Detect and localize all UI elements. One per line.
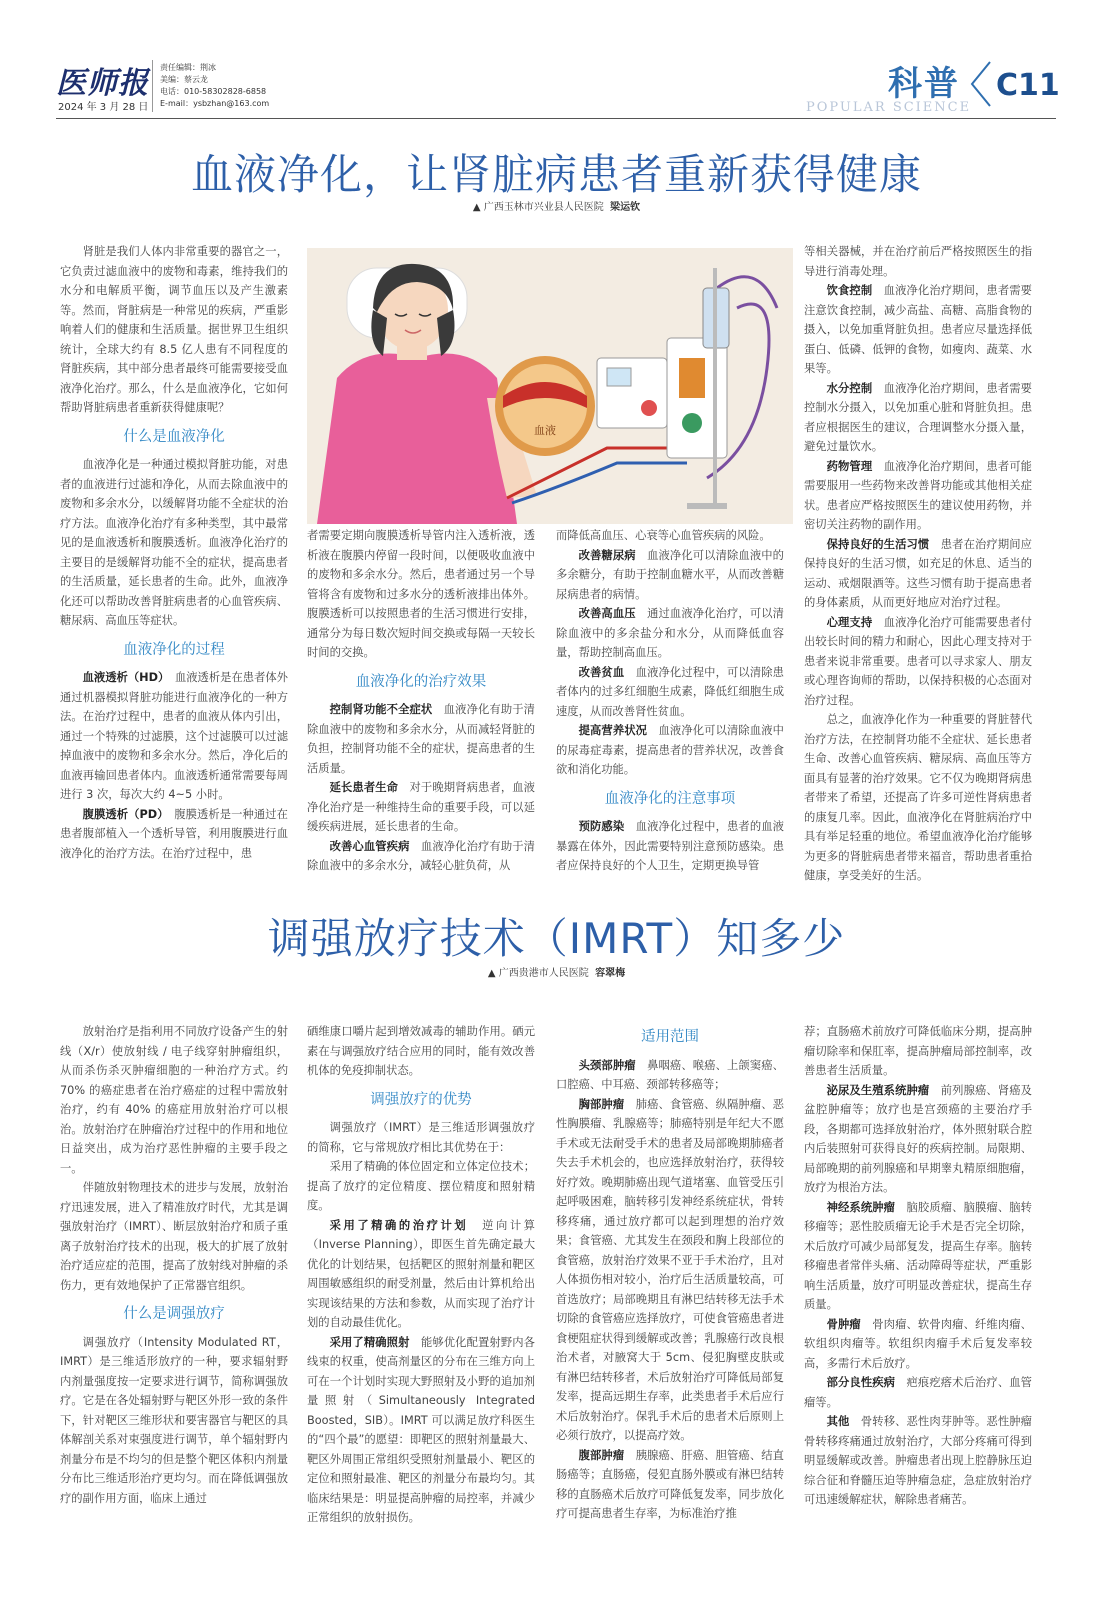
paragraph-text: 血液净化可以清除血液中的多余糖分，有助于控制血糖水平，从而改善糖尿病患者的病情。 [556,548,784,601]
paragraph-lead: 提高营养状况 [578,724,648,737]
paragraph-lead: 神经系统肿瘤 [826,1200,896,1214]
paragraph [307,837,535,876]
masthead-divider [152,60,153,112]
paragraph [804,1373,1032,1412]
masthead-rule [56,118,1056,119]
paragraph-text: 胰腺癌、肝癌、胆管癌、结直肠癌等；直肠癌，侵犯直肠外膜或有淋巴结转移的直肠癌术后放疗可降低复发率，同步放化疗可提高患者生存率，为标准治疗推 [556,1448,784,1520]
paragraph-lead: 预防感染 [578,820,625,833]
section-heading: 适用范围 [641,1029,699,1045]
paragraph: 调强放疗（IMRT）是三维适形调强放疗的简称，它与常规放疗相比其优势在于： [307,1121,535,1154]
byline-org: ▲ 广西贵港市人民医院 [487,968,589,979]
paragraph-lead: 骨肿瘤 [826,1317,861,1331]
paragraph [556,663,784,722]
paragraph-lead: 胸部肿瘤 [578,1097,625,1111]
paragraph [60,668,288,805]
article1-title: 血液净化，让肾脏病患者重新获得健康 [190,150,922,199]
paragraph [804,1081,1032,1198]
paragraph-text: 脑胶质瘤、脑膜瘤、脑转移瘤等；恶性胶质瘤无论手术是否完全切除，术后放疗可减少局部复发，提高生存率。脑转移瘤患者常伴头痛、活动障碍等症状，严重影响生活质量，放疗可明显改善症状，提高生存质量。 [804,1200,1032,1311]
article2-col1 [60,1022,288,1508]
paragraph-lead: 水分控制 [826,381,873,395]
section-heading: 血液净化的过程 [123,641,225,658]
paragraph-text: 能够优化配置射野内各线束的权重，使高剂量区的分布在三维方向上可在一个计划时实现大野照射及小野的追加剂量照射（Simultaneously Integrated Boosted，SIB）。IMRT 可以满足放疗科医生的“四个最”的愿望：即靶区的照射剂量最大、靶区外周围正常组织受照射剂量最小、靶区的定位和照射最准、靶区的剂量分布最均匀。其临床结果是：明显提高肿瘤的局控率，并减少正常组织的放射损伤。 [307,1335,535,1524]
section-heading: 血液净化的注意事项 [604,790,736,807]
editor-info [160,62,269,110]
paragraph-lead: 泌尿及生殖系统肿瘤 [826,1083,930,1097]
paragraph-lead: 采用了精确的治疗计划 [329,1218,469,1232]
sphere-label: 血液 [534,424,556,437]
paragraph-text: 血液净化过程中，患者的血液暴露在体外，因此需要特别注意预防感染。患者应保持良好的个人卫生，定期更换导管 [556,820,784,872]
section-subtitle: POPULAR SCIENCE [806,100,972,115]
paragraph [804,281,1032,379]
paragraph: 血液净化是一种通过模拟肾脏功能，对患者的血液进行过滤和净化，从而去除血液中的废物和多余水分，以缓解肾功能不全症状的治疗方法。血液净化治疗有多种类型，其中最常见的是血液透析和腹膜透析。血液净化治疗的主要目的是缓解肾功能不全的症状，提高患者的生活质量，延长患者的生命。此外，血液净化还可以帮助改善肾脏病患者的心血管疾病、糖尿病、高血压等症状。 [60,458,288,627]
article2-title: 调强放疗技术（IMRT）知多少 [267,914,846,963]
paragraph-text: 血液净化治疗期间，患者需要注意饮食控制，减少高盐、高糖、高脂食物的摄入，以免加重肾脏负担。患者应尽量选择低蛋白、低磷、低钾的食物，如瘦肉、蔬菜、水果等。 [804,284,1032,375]
paragraph-text: 血液透析是在患者体外通过机器模拟肾脏功能进行血液净化的一种方法。在治疗过程中，患者的血液从体内引出，通过一个特殊的过滤膜，这个过滤膜可以过滤掉血液中的废物和多余水分。然后，净化后的血液再输回患者体内。血液透析通常需要每周进行 3 次，每次大约 4~5 小时。 [60,671,288,801]
paragraph [556,546,784,605]
chevron-left-icon [966,58,996,110]
paragraph-lead: 采用了精确照射 [329,1335,410,1349]
paragraph-text: 肺癌、食管癌、纵隔肿瘤、恶性胸膜瘤、乳腺癌等；肺癌特别是年纪大不愿手术或无法耐受手术的患者及局部晚期肺癌者失去手术机会的，也应选择放射治疗，获得较好疗效。晚期肺癌出现气道堵塞、血管受压引起呼吸困难，脑转移引发神经系统症状，骨转移疼痛，通过放疗都可以起到理想的治疗效果；食管癌、尤其发生在颈段和胸上段部位的食管癌，放射治疗效果不亚于手术治疗，且对人体损伤相对较小，治疗后生活质量较高，可首选放疗；局部晚期且有淋巴结转移无法手术切除的食管癌应选择放疗，可使食管癌患者进食梗阻症状得到缓解或改善；乳腺癌行改良根治术者，对腋窝大于 5cm、侵犯胸壁皮肤或有淋巴结转移者，术后放射治疗可降低局部复发率，提高远期生存率，此类患者手术后应行术后放射治疗。保乳手术后的患者术后原则上必须行放疗，以提高疗效。 [556,1097,784,1442]
publication-date: 2024 年 3 月 28 日 [58,102,149,113]
editor-line: E-mail：ysbzhan@163.com [160,99,270,108]
paragraph-text: 血液净化治疗有助于清除血液中的多余水分，减轻心脏负荷，从 [307,839,535,872]
paragraph [307,1333,535,1528]
paragraph [556,1095,784,1446]
section-heading: 什么是血液净化 [123,428,225,445]
editor-line: 美编：蔡云龙 [160,75,208,84]
paragraph-text: 对于晚期肾病患者，血液净化治疗是一种维持生命的重要手段，可以延缓疾病进展，延长患者的生命。 [307,781,535,833]
paragraph [804,1198,1032,1315]
paragraph: 等相关器械，并在治疗前后严格按照医生的指导进行消毒处理。 [804,245,1032,278]
article1-col3 [556,526,784,876]
page-number: C11 [996,68,1060,103]
paragraph: 伴随放射物理技术的进步与发展，放射治疗迅速发展，进入了精准放疗时代，尤其是调强放射治疗（IMRT）、断层放射治疗和质子重离子放射治疗技术的出现，极大的扩展了放射治疗适应症的范围，提高了放射线对肿瘤的杀伤力，更有效地保护了正常器官组织。 [60,1181,288,1292]
dialysis-illustration [307,248,793,524]
paragraph [804,613,1032,711]
article2-col3 [556,1018,784,1524]
paragraph-lead: 控制肾功能不全症状 [329,703,433,716]
paragraph-lead: 延长患者生命 [329,781,399,794]
paragraph-text: 腹膜透析是一种通过在患者腹部植入一个透析导管，利用腹膜进行血液净化的治疗方法。在治疗过程中，患 [60,807,288,860]
paragraph-text: 血液净化过程中，可以清除患者体内的过多红细胞生成素，降低红细胞生成速度，从而改善肾性贫血。 [556,665,784,718]
paragraph: 肾脏是我们人体内非常重要的器官之一，它负责过滤血液中的废物和毒素，维持我们的水分和电解质平衡，调节血压以及产生激素等。然而，肾脏病是一种常见的疾病，严重影响着人们的健康和生活质量。据世界卫生组织统计，全球大约有 8.5 亿人患有不同程度的肾脏疾病，其中部分患者最终可能需要接受血液净化治疗。那么，什么是血液净化，它如何帮助肾脏病患者重新获得健康呢？ [60,245,288,414]
paragraph [556,604,784,663]
paragraph [804,1412,1032,1510]
paragraph [804,535,1032,613]
section-heading: 血液净化的治疗效果 [355,673,487,690]
paragraph: 调强放疗（Intensity Modulated RT，IMRT）是三维适形放疗的一种，要求辐射野内剂量强度按一定要求进行调节，简称调强放疗。它是在各处辐射野与靶区外形一致的条件下，针对靶区三维形状和要害器官与靶区的具体解剖关系对束强度进行调节，单个辐射野内剂量分布是不均匀的但是整个靶区体积内剂量分布比三维适形治疗更均匀。而在降低调强放疗的副作用方面，临床上通过 [60,1335,288,1505]
paragraph-text: 骨转移、恶性肉芽肿等。恶性肿瘤骨转移疼痛通过放射治疗，大部分疼痛可得到明显缓解或改善。肿瘤患者出现上腔静脉压迫综合征和脊髓压迫等肿瘤急症，急症放射治疗可迅速缓解症状，解除患者痛苦。 [804,1415,1032,1506]
paragraph-text: 疤痕疙瘩术后治疗、血管瘤等。 [804,1376,1032,1409]
paragraph-lead: 血液透析（HD） [82,671,164,684]
paragraph [556,817,784,876]
paragraph [556,721,784,780]
byline-org: ▲ 广西玉林市兴业县人民医院 [472,202,604,213]
paragraph [556,1056,784,1095]
paragraph [307,1216,535,1333]
section-title: 科普 [888,64,960,104]
byline-author: 梁运钦 [610,202,641,213]
paragraph: 硒维康口嚼片起到增效减毒的辅助作用。硒元素在与调强放疗结合应用的同时，能有效改善机体的免疫抑制状态。 [307,1025,535,1077]
article2-col2 [307,1022,535,1528]
paragraph-text: 通过血液净化治疗，可以清除血液中的多余盐分和水分，从而降低血容量，帮助控制高血压。 [556,607,784,659]
section-heading: 什么是调强放疗 [123,1306,225,1322]
article1-col4 [804,242,1032,886]
article2-col4 [804,1022,1032,1510]
paragraph-text: 血液净化治疗可能需要患者付出较长时间的精力和耐心，因此心理支持对于患者来说非常重要。患者可以寻求家人、朋友或心理咨询师的帮助，以保持积极的心态面对治疗过程。 [804,615,1032,707]
article1-col2 [307,526,535,876]
paragraph: 采用了精确的体位固定和立体定位技术；提高了放疗的定位精度、摆位精度和照射精度。 [307,1160,535,1212]
paragraph-text: 前列腺癌、肾癌及盆腔肿瘤等；放疗也是宫颈癌的主要治疗手段，各期都可选择放射治疗，体外照射联合腔内后装照射可获得良好的疾病控制。局限期、局部晚期的前列腺癌和早期睾丸精原细胞瘤，放疗为根治方法。 [804,1083,1032,1194]
editor-line: 责任编辑：荆冰 [160,63,216,72]
paragraph: 荐；直肠癌术前放疗可降低临床分期，提高肿瘤切除率和保肛率，提高肿瘤局部控制率，改善患者生活质量。 [804,1025,1032,1077]
paragraph-text: 血液净化治疗期间，患者可能需要服用一些药物来改善肾功能或其他相关症状。患者应严格按照医生的建议使用药物，并密切关注药物的副作用。 [804,459,1032,531]
paragraph [307,700,535,778]
paragraph [556,1446,784,1524]
article1-byline [0,198,1113,213]
paragraph-lead: 药物管理 [826,459,873,473]
paragraph: 总之，血液净化作为一种重要的肾脏替代治疗方法，在控制肾功能不全症状、延长患者生命、改善心血管疾病、糖尿病、高血压等方面具有显著的治疗效果。它不仅为晚期肾病患者带来了希望，还提高了许多可逆性肾病患者的康复几率。因此，血液净化在肾脏病治疗中具有举足轻重的地位。希望血液净化治疗能够为更多的肾脏病患者带来福音，帮助患者重拾健康，享受美好的生活。 [804,713,1032,882]
newspaper-logo: 医师报 [56,66,149,101]
paragraph-lead: 保持良好的生活习惯 [826,537,930,551]
paragraph-lead: 心理支持 [826,615,873,629]
paragraph-lead: 改善高血压 [578,607,636,620]
paragraph [307,778,535,837]
dialysis-scene-image [307,248,793,524]
paragraph-lead: 其他 [826,1415,850,1428]
paragraph-text: 骨肉瘤、软骨肉瘤、纤维肉瘤、软组织肉瘤等。软组织肉瘤手术后复发率较高，多需行术后放疗。 [804,1317,1032,1370]
paragraph-lead: 头颈部肿瘤 [578,1058,636,1072]
paragraph-lead: 改善心血管疾病 [329,839,410,853]
paragraph [804,1315,1032,1374]
article1-col1 [60,242,288,863]
paragraph: 者需要定期向腹膜透析导管内注入透析液，透析液在腹膜内停留一段时间，以便吸收血液中的废物和多余水分。然后，患者通过另一个导管将含有废物和过多水分的透析液排出体外。腹膜透析可以按照患者的生活习惯进行安排，通常分为每日数次短时间交换或每隔一天较长时间的交换。 [307,529,535,659]
section-heading: 调强放疗的优势 [370,1091,472,1108]
paragraph-lead: 腹膜透析（PD） [82,807,163,821]
paragraph-lead: 饮食控制 [826,284,873,297]
paragraph [804,379,1032,457]
paragraph-lead: 腹部肿瘤 [578,1448,625,1462]
paragraph: 放射治疗是指利用不同放疗设备产生的射线（X/r）使放射线 / 电子线穿射肿瘤组织，从而杀伤杀灭肿瘤细胞的一种治疗方式。约 70% 的癌症患者在治疗癌症的过程中需放射治疗，约有 40% 的癌症用放射治疗可以根治。放射治疗在肿瘤治疗过程中的作用和地位日益突出，成为治疗恶性肿瘤的主要手段之一。 [60,1025,288,1175]
paragraph-lead: 部分良性疾病 [826,1376,896,1389]
paragraph-text: 血液净化治疗期间，患者需要控制水分摄入，以免加重心脏和肾脏负担。患者应根据医生的建议，合理调整水分摄入量，避免过量饮水。 [804,381,1032,453]
paragraph-text: 血液净化有助于清除血液中的废物和多余水分，从而减轻肾脏的负担，控制肾功能不全的症状，提高患者的生活质量。 [307,703,535,775]
paragraph [60,805,288,864]
paragraph-text: 逆向计算（Inverse Planning），即医生首先确定最大优化的计划结果，包括靶区的照射剂量和靶区周围敏感组织的耐受剂量，然后由计算机给出实现该结果的方法和参数，从而实现了治疗计划的自动最佳优化。 [307,1218,535,1329]
paragraph: 而降低高血压、心衰等心血管疾病的风险。 [556,529,771,542]
paragraph-text: 鼻咽癌、喉癌、上颌窦癌、口腔癌、中耳癌、颈部转移癌等； [556,1058,784,1091]
article2-byline [0,964,1113,979]
byline-author: 容翠梅 [595,968,626,979]
paragraph-text: 血液净化可以清除血液中的尿毒症毒素，提高患者的营养状况，改善食欲和消化功能。 [556,724,784,776]
paragraph-lead: 改善糖尿病 [578,548,636,562]
editor-line: 电话：010-58302828-6858 [160,87,267,96]
paragraph-lead: 改善贫血 [578,665,625,679]
paragraph [804,457,1032,535]
paragraph-text: 患者在治疗期间应保持良好的生活习惯，如充足的休息、适当的运动、戒烟限酒等。这些习惯有助于提高患者的身体素质，从而更好地应对治疗过程。 [804,537,1032,609]
